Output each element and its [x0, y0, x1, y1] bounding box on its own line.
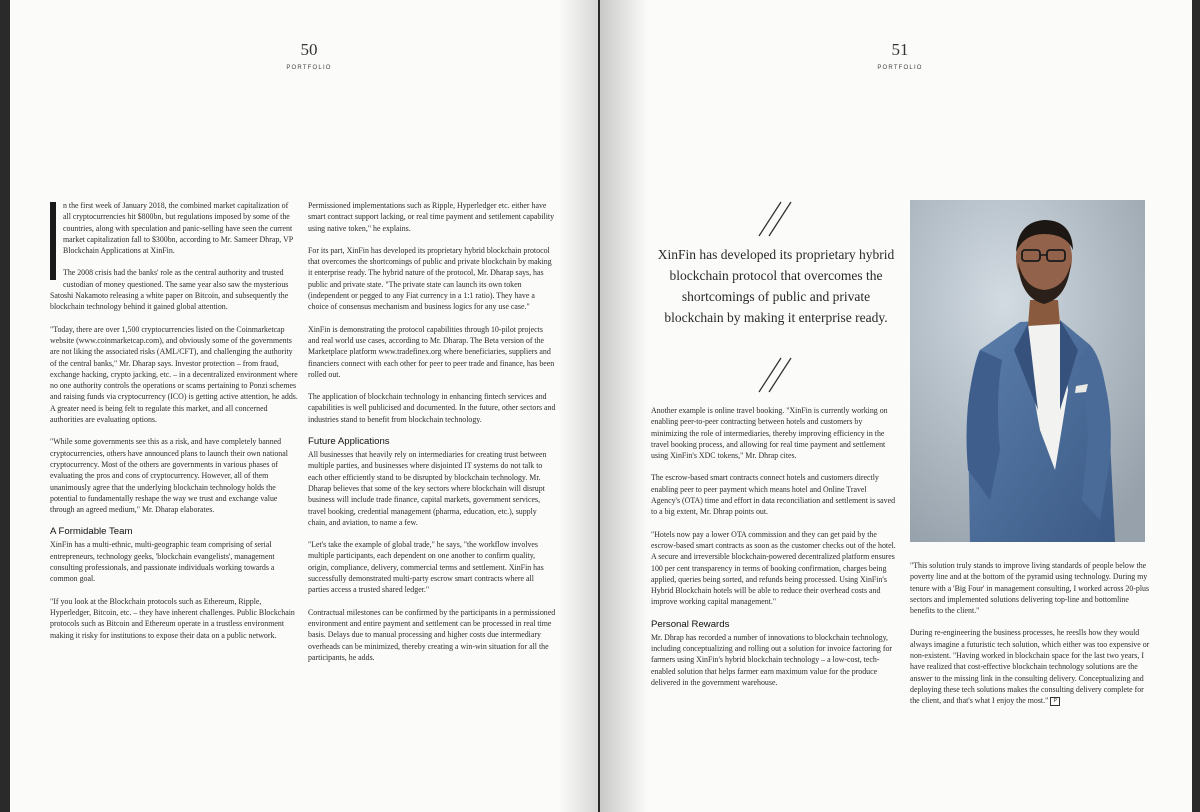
paragraph: The application of blockchain technology in enhancing fintech services and capabilities is well publicised and documented. In the future, other sectors and industries stand to benefit from blockchain technology.	[308, 392, 556, 424]
quote-slash-icon	[743, 354, 803, 396]
section-label: PORTFOLIO	[877, 65, 923, 71]
paragraph: "If you look at the Blockchain protocols such as Ethereum, Ripple, Hyperledger, Bitcoin, etc. – they have inherent challenges. Public Blockchain protocols such as Bitcoin and Ethereum operate in a trustless environment making it risky for institutions to expose their data on a public network.	[50, 596, 295, 640]
left-page	[10, 0, 598, 812]
paragraph: Contractual milestones can be confirmed by the participants in a permissioned environment and entire payment and settlement can be processed in real time basis. Delays due to manual processing and higher costs due intermediary overheads can be minimized, thereby creating a win-win situation for all the participants, he adds.	[308, 607, 556, 662]
section-heading: A Formidable Team	[50, 526, 133, 538]
paragraph: The 2008 crisis had the banks' role as the central authority and trusted custodian of money questioned. The same year also saw the mysterious Satoshi Nakamoto releasing a white paper on Bitcoin, and subsequently the blockchain technology behind it gained global attention.	[50, 268, 289, 312]
page-number: 50	[300, 40, 318, 59]
paragraph: During re-engineering the business processes, he reeslls how they would always imagine a futuristic tech solution, which either was too expensive or non-existent. "Having worked in blockchain space for the last two years, I have realized that cost-effective blockchain technology solutions are the answer to the missing link in the consulting delivery. Conceptualizing and deploying these tech solutions makes the consulting delivery complete for the client, and that's what I enjoy the most." P	[910, 628, 1150, 706]
end-mark-icon: P	[1050, 697, 1060, 706]
paragraph: "Let's take the example of global trade," he says, "the workflow involves multiple participants, each dependent on one another to confirm quality, origin, compliance, delivery, commercial terms and settlement. XinFin has successfully demonstrated multi-party escrow smart contracts where all parties access a trusted shared ledger."	[308, 540, 544, 595]
paragraph: Mr. Dhrap has recorded a number of innovations to blockchain technology, including conceptualizing and rolling out a solution for invoice factoring for farmers using XinFin's hybrid blockchain technology – a low-cost, tech-enabled solution that helps farmer earn maximum value for the produce delivered in the government warehouse.	[651, 632, 893, 687]
pull-quote: XinFin has developed its proprietary hybrid blockchain protocol that overcomes the shortcomings of public and private blockchain by making it enterprise ready.	[657, 247, 895, 325]
paragraph: Permissioned implementations such as Ripple, Hyperledger etc. either have smart contract support lacking, or real time payment and settlement capability using native token," he explains.	[308, 201, 555, 233]
paragraph: All businesses that heavily rely on intermediaries for creating trust between multiple parties, and businesses where disjointed IT systems do not talk to each other efficiently stand to be disrupted by blockchain technology. Mr. Dharap believes that some of the key sectors where blockchain will disrupt business will include trade finance, capital markets, government services, travel booking, credential management (pharma, education, etc.), supply chain, and aviation, to name a few.	[308, 450, 547, 527]
right-page	[600, 0, 1192, 812]
paragraph: For its part, XinFin has developed its proprietary hybrid blockchain protocol that overcomes the shortcomings of public and private blockchain by making it enterprise ready. The hybrid nature of the protocol, Mr. Dharap says, has public and private state. "The private state can launch its own token (independent or pegged to any Fiat currency in a 1:1 ratio). They have a choice of consensus mechanism and business logics for any use case."	[308, 245, 552, 312]
right-column-2	[910, 560, 1150, 718]
section-label: PORTFOLIO	[286, 65, 332, 71]
section-heading: Future Applications	[308, 436, 390, 448]
quote-slash-icon	[743, 198, 803, 240]
drop-cap-bar	[50, 202, 56, 280]
paragraph: "Today, there are over 1,500 cryptocurrencies listed on the Coinmarketcap website (www.coinmarketcap.com), and obviously some of the governments are not liking the associated risks (AML/CFT), and challenging the authority of the central banks," Mr. Dharap says. Investor protection – from fraud, exchange hacking, crypto jacking, etc. – in a decentralized environment where no one authority controls the operations or scams pertaining to Ponzi schemes and raising funds via cryptocurrency (ICO) is getting active attention, he adds. A greater need is being felt to regulate this market, and all concerned authorities are evaluating options.	[50, 324, 298, 425]
paragraph: "This solution truly stands to improve living standards of people below the poverty line and at the bottom of the pyramid using technology. During my tenure with a 'Big Four' in management consulting, I worked across 20-plus sectors and implemented solutions delivering top-line and bottomline benefits to the client."	[910, 561, 1150, 616]
paragraph: XinFin is demonstrating the protocol capabilities through 10-pilot projects and real world use cases, according to Mr. Dharap. The Beta version of the Marketplace platform www.tradefinex.org where beneficiaries, suppliers and financiers connect with each other for peer to peer trade and finance, has been rolled out.	[308, 324, 555, 379]
page-number: 51	[891, 40, 909, 59]
section-heading: Personal Rewards	[651, 618, 730, 630]
left-column-1	[50, 200, 298, 652]
paragraph: "While some governments see this as a risk, and have completely banned cryptocurrencies, others have announced plans to launch their own national cryptocurrency. Most of the others are governments in various phases of evaluating the pros and cons of cryptocurrency. However, all of them unanimously agree that the underlying blockchain technology holds the potential to fundamentally reshape the way we trust and exchange value through an agreed medium," Mr. Dharap elaborates.	[50, 437, 288, 515]
person-illustration	[910, 200, 1145, 542]
paragraph: "Hotels now pay a lower OTA commission and they can get paid by the escrow-based smart contracts as soon as the customer checks out of the hotel. A secure and irreversible blockchain-powered decentralized platform ensures 100 per cent transparency in terms of booking confirmation, charges being applied, queries being sorted, and refunds being processed. Using XinFin's Hybrid Blockchain hotels will be able to reduce their overhead costs and improve working capital management."	[651, 529, 896, 607]
paragraph: The escrow-based smart contracts connect hotels and customers directly enabling peer to peer payment which means hotel and Online Travel Agency's (OTA) time and effort in data reconciliation and settlement is saved to a big extent, Mr. Dhrap points out.	[651, 473, 896, 517]
left-column-2	[308, 200, 556, 674]
paragraph: n the first week of January 2018, the combined market capitalization of all cryptocurrencies hit $800bn, but regulations imposed by some of the countries, along with speculation and panic-selling have seen the current market capitalization fall to $300bn, according to Mr. Sameer Dhrap, VP Blockchain Applications at XinFin.	[50, 200, 298, 256]
right-column-1	[651, 405, 896, 699]
paragraph: XinFin has a multi-ethnic, multi-geographic team comprising of serial entrepreneurs, technology geeks, 'blockchain evangelists', management consulting professionals, and passionate individuals working towards a common goal.	[50, 540, 275, 584]
paragraph: Another example is online travel booking. "XinFin is currently working on enabling peer-to-peer contracting between hotels and customers by minimizing the role of intermediaries, thereby improving efficiency in the travel booking process, and allowing for real time payment and settlement using XinFin's XDC tokens," Mr. Dhrap cites.	[651, 406, 888, 461]
portrait-photo	[910, 200, 1145, 542]
